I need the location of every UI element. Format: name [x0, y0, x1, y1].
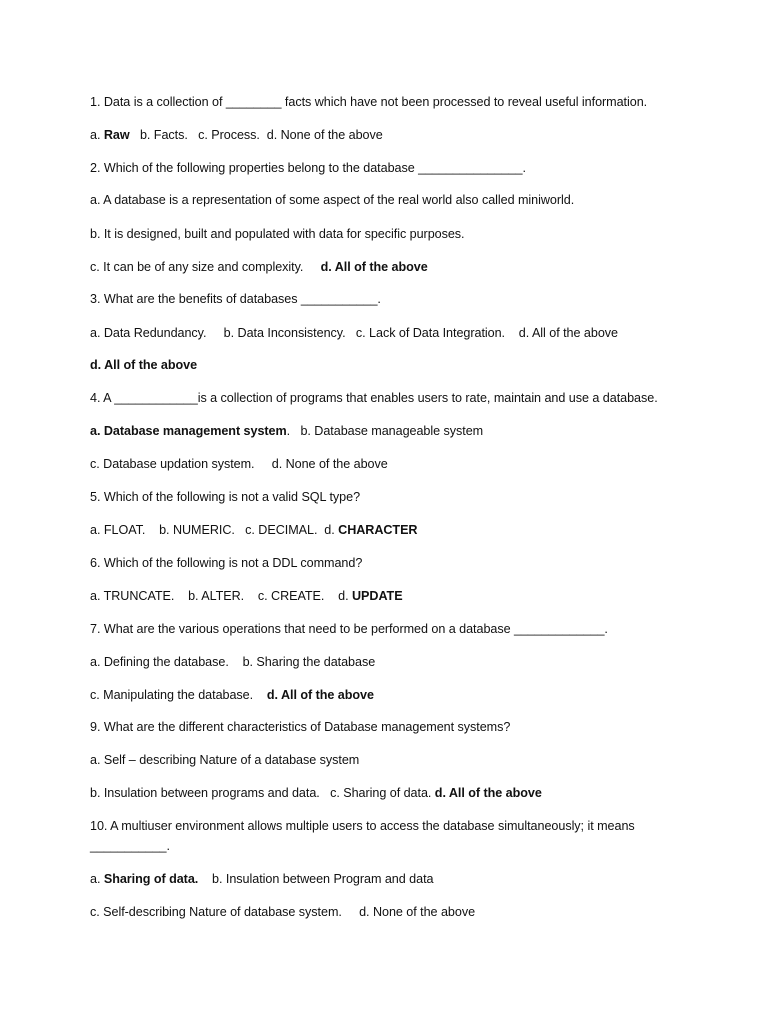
- line-text: b. Insulation between Program and data: [198, 872, 434, 886]
- bold-answer-text: d. All of the above: [90, 358, 198, 372]
- line-text: 4. A ____________is a collection of programs that enables users to rate, maintain and use a database.: [90, 391, 658, 405]
- line-text: a. FLOAT. b. NUMERIC. c. DECIMAL. d.: [90, 523, 339, 537]
- text-line: [90, 127, 710, 143]
- text-line: [90, 94, 710, 110]
- text-line: [90, 555, 710, 571]
- bold-answer-text: UPDATE: [352, 589, 403, 603]
- text-line: [90, 621, 710, 637]
- bold-answer-text: Raw: [103, 128, 130, 142]
- line-text: c. Manipulating the database.: [90, 688, 267, 702]
- text-line: [90, 325, 710, 341]
- line-text: a. Data Redundancy. b. Data Inconsistency. c. Lack of Data Integration. d. All of the above: [90, 326, 618, 340]
- text-line: [90, 390, 710, 406]
- text-line: [90, 259, 710, 275]
- bold-answer-text: d. All of the above: [320, 260, 428, 274]
- text-line: [90, 160, 710, 176]
- line-text: 6. Which of the following is not a DDL command?: [90, 556, 363, 570]
- line-text: a. TRUNCATE. b. ALTER. c. CREATE. d.: [90, 589, 352, 603]
- line-text: a. Defining the database. b. Sharing the database: [90, 655, 376, 669]
- text-line: [90, 588, 710, 604]
- line-text: b. Insulation between programs and data. c. Sharing of data.: [90, 786, 435, 800]
- line-text: b. It is designed, built and populated with data for specific purposes.: [90, 227, 465, 241]
- text-line: [90, 456, 710, 472]
- text-line: [90, 522, 710, 538]
- text-line: [90, 818, 710, 834]
- text-line: [90, 489, 710, 505]
- bold-answer-text: a. Database management system: [90, 424, 287, 438]
- text-line: [90, 871, 710, 887]
- line-text: a. A database is a representation of some aspect of the real world also called miniworld.: [90, 193, 575, 207]
- bold-answer-text: d. All of the above: [266, 688, 374, 702]
- text-line: [90, 291, 710, 307]
- line-text: c. Database updation system. d. None of the above: [90, 457, 388, 471]
- text-line: [90, 357, 710, 373]
- line-text: c. It can be of any size and complexity.: [90, 260, 321, 274]
- line-text: ___________.: [90, 839, 170, 853]
- line-text: b. Facts. c. Process. d. None of the above: [129, 128, 383, 142]
- bold-answer-text: Sharing of data.: [103, 872, 199, 886]
- text-line: [90, 838, 710, 854]
- text-line: [90, 752, 710, 768]
- line-text: 3. What are the benefits of databases ___________.: [90, 292, 381, 306]
- line-text: 7. What are the various operations that need to be performed on a database _____________.: [90, 622, 608, 636]
- text-line: [90, 423, 710, 439]
- line-text: 9. What are the different characteristics of Database management systems?: [90, 720, 511, 734]
- line-text: a.: [90, 128, 104, 142]
- text-line: [90, 687, 710, 703]
- line-text: 2. Which of the following properties belong to the database _______________.: [90, 161, 526, 175]
- bold-answer-text: CHARACTER: [338, 523, 418, 537]
- line-text: a. Self – describing Nature of a database system: [90, 753, 360, 767]
- text-line: [90, 785, 710, 801]
- line-text: . b. Database manageable system: [286, 424, 484, 438]
- bold-answer-text: d. All of the above: [434, 786, 542, 800]
- line-text: 1. Data is a collection of ________ facts which have not been processed to reveal useful information.: [90, 95, 648, 109]
- text-line: [90, 654, 710, 670]
- line-text: 10. A multiuser environment allows multiple users to access the database simultaneously; it means: [90, 819, 635, 833]
- text-line: [90, 192, 710, 208]
- line-text: c. Self-describing Nature of database system. d. None of the above: [90, 905, 476, 919]
- line-text: 5. Which of the following is not a valid SQL type?: [90, 490, 361, 504]
- text-line: [90, 226, 710, 242]
- line-text: a.: [90, 872, 104, 886]
- text-line: [90, 904, 710, 920]
- text-line: [90, 719, 710, 735]
